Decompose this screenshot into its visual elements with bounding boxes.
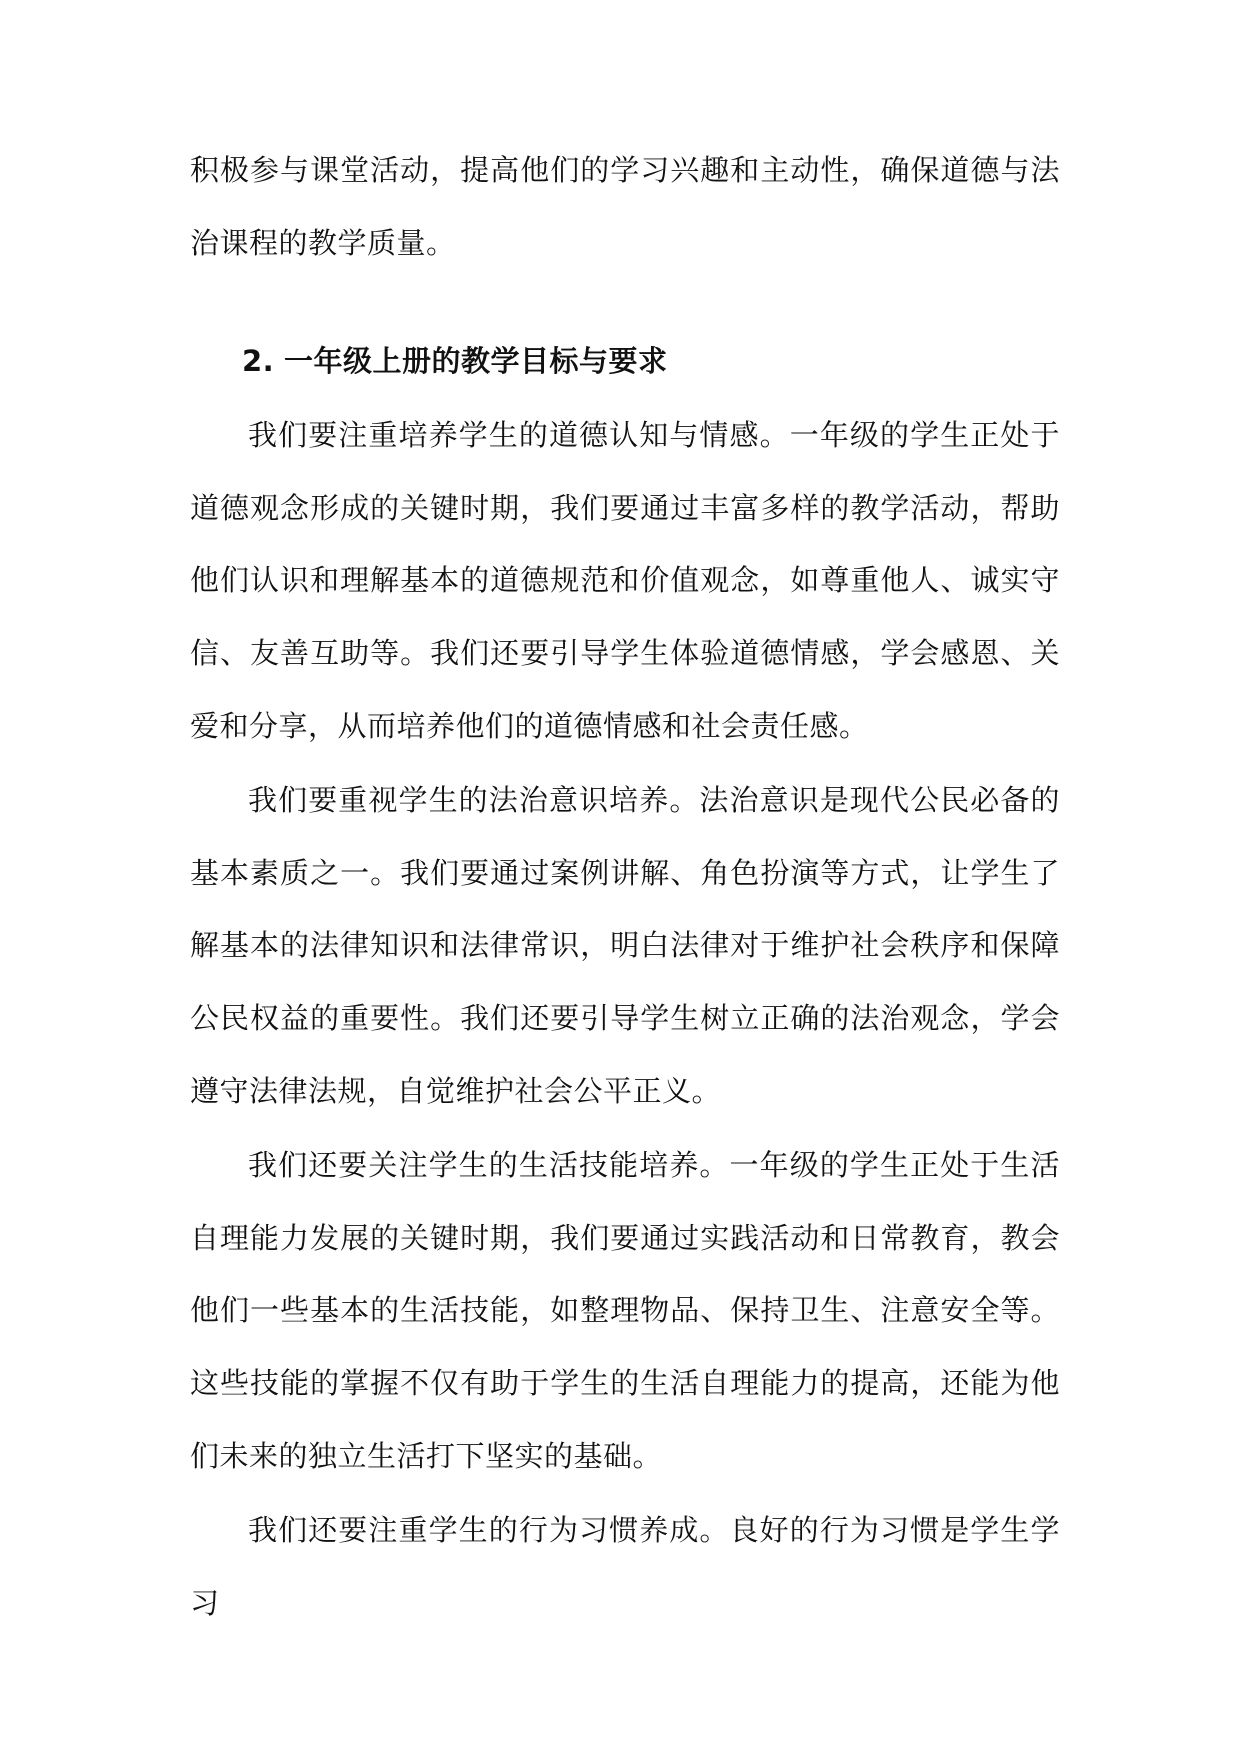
section-heading — [190, 327, 1060, 395]
section-title: 一年级上册的教学目标与要求 — [284, 344, 668, 379]
paragraph-behavior-habits: 我们还要注重学生的行为习惯养成。良好的行为习惯是学生学习 — [190, 1513, 1060, 1620]
paragraph-legal-awareness: 我们要重视学生的法治意识培养。法治意识是现代公民必备的基本素质之一。我们要通过案例讲解、角色扮演等方式，让学生了解基本的法律知识和法律常识，明白法律对于维护社会秩序和保障公民权益的重要性。我们还要引导学生树立正确的法治观念，学会遵守法律法规，自觉维护社会公平正义。 — [190, 783, 1060, 1108]
section-number: 2. — [242, 344, 275, 379]
continuation-paragraph: 积极参与课堂活动，提高他们的学习兴趣和主动性，确保道德与法治课程的教学质量。 — [190, 153, 1060, 260]
paragraph-life-skills: 我们还要关注学生的生活技能培养。一年级的学生正处于生活自理能力发展的关键时期，我们要通过实践活动和日常教育，教会他们一些基本的生活技能，如整理物品、保持卫生、注意安全等。这些技能的掌握不仅有助于学生的生活自理能力的提高，还能为他们未来的独立生活打下坚实的基础。 — [190, 1148, 1060, 1473]
paragraph-moral-cognition: 我们要注重培养学生的道德认知与情感。一年级的学生正处于道德观念形成的关键时期，我们要通过丰富多样的教学活动，帮助他们认识和理解基本的道德规范和价值观念，如尊重他人、诚实守信、友善互助等。我们还要引导学生体验道德情感，学会感恩、关爱和分享，从而培养他们的道德情感和社会责任感。 — [190, 418, 1060, 743]
page-body — [190, 134, 1060, 1639]
